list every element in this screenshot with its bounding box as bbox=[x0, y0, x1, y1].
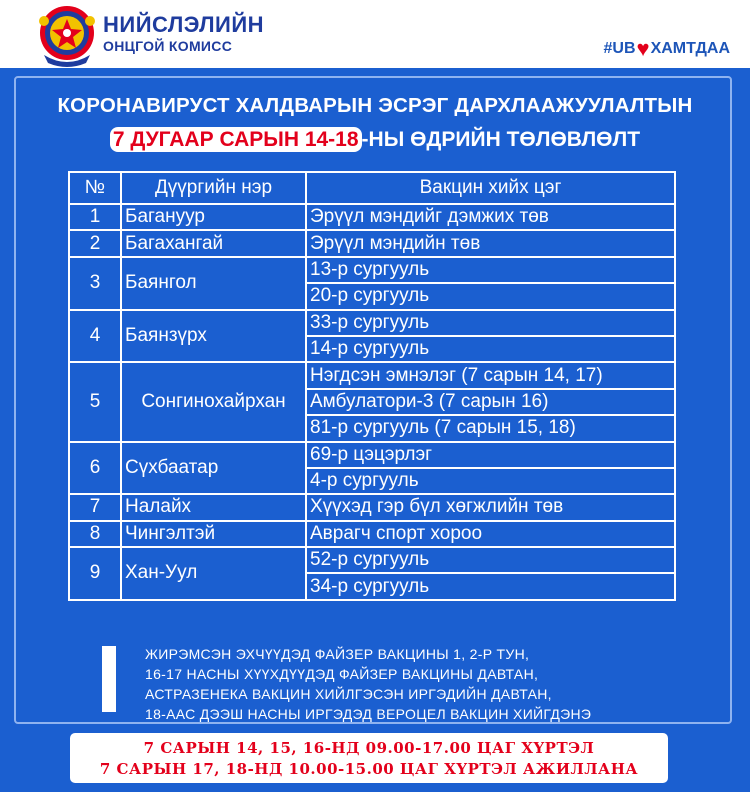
working-hours-box bbox=[70, 733, 668, 783]
page-title: КОРОНАВИРУСТ ХАЛДВАРЫН ЭСРЭГ ДАРХЛААЖУУЛАЛТЫН bbox=[57, 94, 693, 117]
row-number: 3 bbox=[69, 257, 121, 310]
vaccination-site: Амбулатори-3 (7 сарын 16) bbox=[306, 389, 675, 415]
row-number: 1 bbox=[69, 204, 121, 230]
table-row bbox=[69, 310, 675, 336]
district-name: Багануур bbox=[121, 204, 306, 230]
note-line: 18-ААС ДЭЭШ НАСНЫ ИРГЭДЭД ВЕРОЦЕЛ ВАКЦИН ХИЙГДЭНЭ bbox=[145, 706, 592, 722]
table-body bbox=[69, 204, 675, 600]
row-number: 8 bbox=[69, 521, 121, 547]
row-number: 4 bbox=[69, 310, 121, 363]
hashtag-prefix: #UB bbox=[603, 40, 636, 57]
hashtag-suffix: ХАМТДАА bbox=[650, 40, 730, 57]
vaccination-site: Нэгдсэн эмнэлэг (7 сарын 14, 17) bbox=[306, 362, 675, 388]
col-header-site: Вакцин хийх цэг bbox=[306, 172, 675, 204]
date-range-highlight: 7 ДУГААР САРЫН 14-18 bbox=[110, 127, 362, 152]
row-number: 9 bbox=[69, 547, 121, 600]
vaccination-schedule-table bbox=[68, 171, 676, 601]
col-header-number: № bbox=[69, 172, 121, 204]
vaccination-site: 34-р сургууль bbox=[306, 573, 675, 599]
vaccination-site: 81-р сургууль (7 сарын 15, 18) bbox=[306, 415, 675, 441]
hours-line-2: 7 САРЫН 17, 18-НД 10.00-15.00 ЦАГ ХҮРТЭЛ АЖИЛЛАНА bbox=[99, 760, 639, 778]
header-bar bbox=[0, 0, 750, 68]
table-row bbox=[69, 230, 675, 256]
state-emblem-icon bbox=[36, 3, 98, 67]
district-name: Сүхбаатар bbox=[121, 442, 306, 495]
vaccination-site: 20-р сургууль bbox=[306, 283, 675, 309]
note-line: 16-17 НАСНЫ ХҮҮХДҮҮДЭД ФАЙЗЕР ВАКЦИНЫ ДАВТАН, bbox=[145, 666, 539, 682]
org-name-line2: ОНЦГОЙ КОМИСС bbox=[103, 38, 233, 54]
table-row bbox=[69, 257, 675, 283]
district-name: Налайх bbox=[121, 494, 306, 520]
vaccination-site: 69-р цэцэрлэг bbox=[306, 442, 675, 468]
vaccination-site: 52-р сургууль bbox=[306, 547, 675, 573]
district-name: Сонгинохайрхан bbox=[121, 362, 306, 441]
row-number: 6 bbox=[69, 442, 121, 495]
table-header-row bbox=[69, 172, 675, 204]
table-row bbox=[69, 204, 675, 230]
vaccination-site: Хүүхэд гэр бүл хөгжлийн төв bbox=[306, 494, 675, 520]
org-name-line1: НИЙСЛЭЛИЙН bbox=[103, 12, 265, 37]
table-row bbox=[69, 521, 675, 547]
district-name: Чингэлтэй bbox=[121, 521, 306, 547]
row-number: 2 bbox=[69, 230, 121, 256]
table-row bbox=[69, 442, 675, 468]
vaccination-site: Эрүүл мэндийг дэмжих төв bbox=[306, 204, 675, 230]
note-line: АСТРАЗЕНЕКА ВАКЦИН ХИЙЛГЭСЭН ИРГЭДИЙН ДАВТАН, bbox=[145, 686, 552, 702]
heart-icon: ♥ bbox=[636, 36, 650, 61]
table-row bbox=[69, 362, 675, 388]
row-number: 7 bbox=[69, 494, 121, 520]
notes-accent-bar bbox=[102, 646, 116, 712]
vaccination-site: 4-р сургууль bbox=[306, 468, 675, 494]
table-row bbox=[69, 547, 675, 573]
col-header-district: Дүүргийн нэр bbox=[121, 172, 306, 204]
district-name: Баянгол bbox=[121, 257, 306, 310]
page-subtitle bbox=[0, 128, 750, 152]
subtitle-rest: -НЫ ӨДРИЙН ТӨЛӨВЛӨЛТ bbox=[361, 128, 641, 151]
district-name: Баянзүрх bbox=[121, 310, 306, 363]
district-name: Багахангай bbox=[121, 230, 306, 256]
district-name: Хан-Уул bbox=[121, 547, 306, 600]
campaign-hashtag bbox=[603, 36, 730, 61]
note-line: ЖИРЭМСЭН ЭХЧҮҮДЭД ФАЙЗЕР ВАКЦИНЫ 1, 2-Р ТУН, bbox=[145, 646, 530, 662]
vaccination-site: 14-р сургууль bbox=[306, 336, 675, 362]
vaccination-site: 33-р сургууль bbox=[306, 310, 675, 336]
table-row bbox=[69, 494, 675, 520]
notes-block bbox=[145, 644, 591, 724]
vaccination-site: Эрүүл мэндийн төв bbox=[306, 230, 675, 256]
vaccination-site: 13-р сургууль bbox=[306, 257, 675, 283]
row-number: 5 bbox=[69, 362, 121, 441]
hours-line-1: 7 САРЫН 14, 15, 16-НД 09.00-17.00 ЦАГ ХҮРТЭЛ bbox=[143, 739, 595, 757]
vaccination-site: Аврагч спорт хороо bbox=[306, 521, 675, 547]
